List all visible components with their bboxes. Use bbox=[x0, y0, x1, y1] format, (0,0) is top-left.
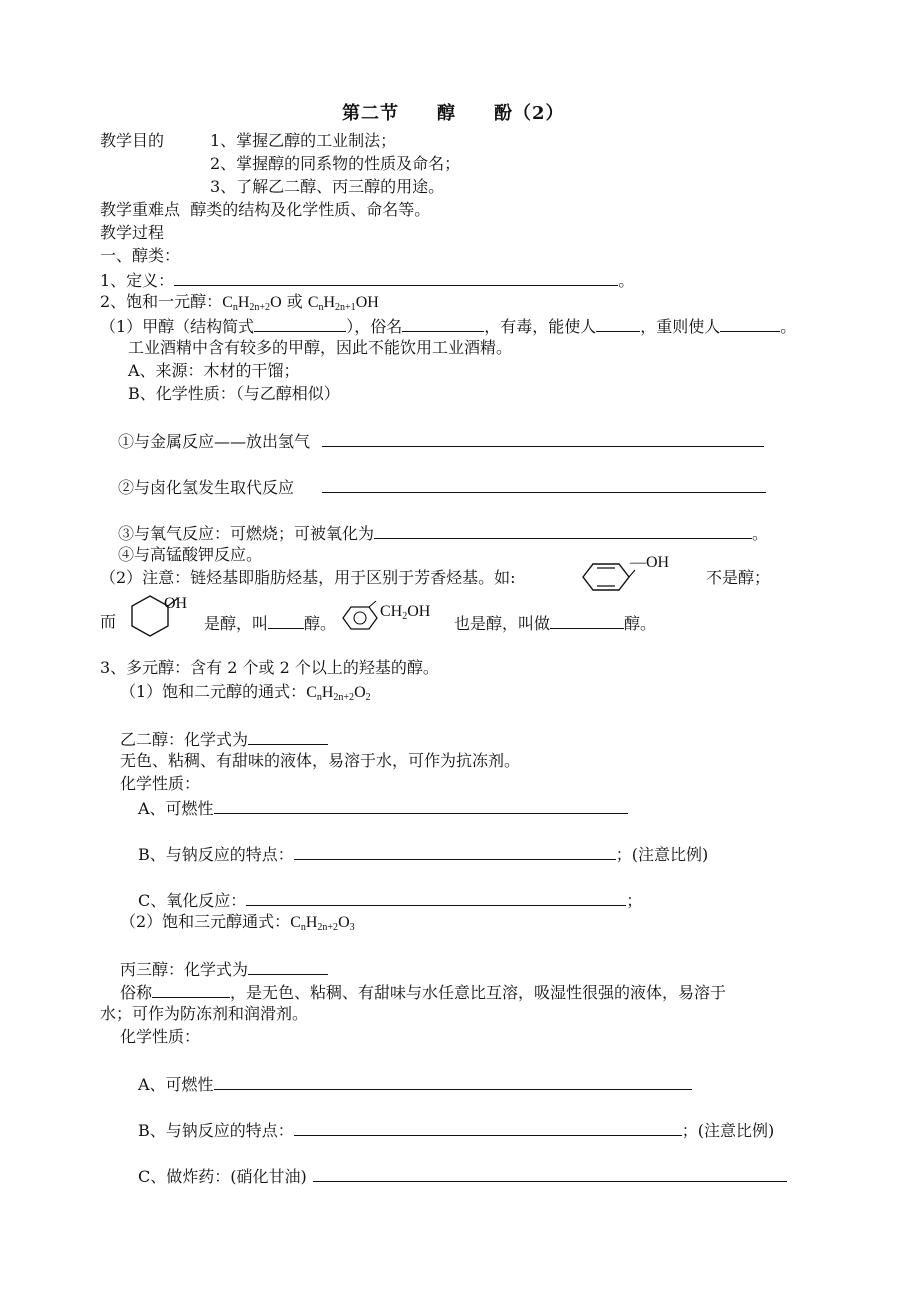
reaction-2 bbox=[118, 475, 766, 499]
glycerol-line bbox=[120, 957, 328, 981]
saturated-mono-label: 2、饱和一元醇： bbox=[100, 292, 223, 311]
glycerol-b-line bbox=[138, 1118, 774, 1142]
glycerol-label: 丙三醇：化学式为 bbox=[120, 960, 249, 979]
reaction-3-end: 。 bbox=[752, 524, 769, 543]
industrial-alcohol-note: 工业酒精中含有较多的甲醇，因此不能饮用工业酒精。 bbox=[128, 338, 513, 357]
methanol-line bbox=[100, 314, 796, 338]
oh-text: OH bbox=[407, 603, 431, 620]
benzyl-ring-icon bbox=[343, 606, 379, 632]
objective-3: 3、了解乙二醇、丙三醇的用途。 bbox=[210, 177, 445, 196]
benzene-ring-icon bbox=[583, 562, 633, 592]
severe-effect-blank[interactable] bbox=[720, 314, 780, 332]
reaction-3-blank[interactable] bbox=[374, 521, 752, 539]
formula-cnh2n2o3: $C_nH_{2n+2}O_3$ bbox=[290, 914, 355, 933]
effect-blank[interactable] bbox=[596, 314, 640, 332]
glycerol-c-line bbox=[138, 1164, 787, 1188]
diol-formula-label: （1）饱和二元醇的通式： bbox=[120, 682, 307, 701]
glycol-b-line bbox=[138, 842, 708, 866]
polyol-heading: 3、多元醇：含有 2 个或 2 个以上的羟基的醇。 bbox=[100, 658, 439, 677]
structure-blank[interactable] bbox=[254, 314, 346, 332]
reaction-1-blank[interactable] bbox=[322, 429, 764, 447]
definition-label: 1、定义： bbox=[100, 271, 175, 290]
glycerol-common-name-label: 俗称 bbox=[120, 983, 153, 1002]
glycol-c-text: C、氧化反应： bbox=[138, 891, 247, 910]
glycerol-b-end: ；(注意比例) bbox=[681, 1121, 775, 1140]
diol-formula-line bbox=[120, 681, 371, 704]
reaction-1 bbox=[118, 429, 764, 453]
formula-cnh2n1oh: $C_nH_{2n+1}OH$ bbox=[307, 294, 379, 313]
note2-text: （2）注意：链烃基即脂肪烃基，用于区别于芳香烃基。如: bbox=[100, 568, 516, 587]
glycol-label: 乙二醇：化学式为 bbox=[120, 730, 249, 749]
methanol-source: A、来源：木材的干馏； bbox=[128, 361, 300, 380]
key-points-text: 醇类的结构及化学性质、命名等。 bbox=[190, 200, 431, 219]
er-text: 而 bbox=[100, 612, 117, 631]
glycerol-a-blank[interactable] bbox=[214, 1072, 692, 1090]
glycol-b-blank[interactable] bbox=[294, 842, 616, 860]
phenol-oh-label: —OH bbox=[630, 554, 670, 571]
glycerol-name-blank[interactable] bbox=[152, 980, 230, 998]
objective-1: 1、掌握乙醇的工业制法； bbox=[210, 131, 397, 150]
common-name-blank[interactable] bbox=[402, 314, 484, 332]
glycerol-chem-label: 化学性质： bbox=[120, 1027, 201, 1046]
reaction-1-text: ①与金属反应——放出氢气 bbox=[118, 432, 311, 451]
definition-line bbox=[100, 268, 634, 292]
formula-cnh2n2o2: $C_nH_{2n+2}O_2$ bbox=[306, 684, 371, 703]
objective-2: 2、掌握醇的同系物的性质及命名； bbox=[210, 154, 461, 173]
methanol-text-1: （1）甲醇（结构简式 bbox=[100, 317, 255, 336]
cyclo-alcohol-blank[interactable] bbox=[268, 611, 304, 629]
page-title: 第二节 醇 酚（2） bbox=[342, 103, 565, 124]
methanol-chem-label: B、化学性质：（与乙醇相似） bbox=[128, 384, 340, 403]
section-1-heading: 一、醇类： bbox=[100, 246, 181, 265]
methanol-text-2: ），俗名 bbox=[346, 317, 403, 336]
glycerol-desc-1 bbox=[120, 980, 726, 1004]
glycerol-formula-blank[interactable] bbox=[248, 957, 328, 975]
glycol-line bbox=[120, 727, 328, 751]
glycol-c-blank[interactable] bbox=[246, 888, 626, 906]
glycol-a-blank[interactable] bbox=[214, 796, 628, 814]
triol-formula-label: （2）饱和三元醇通式： bbox=[120, 912, 291, 931]
cyclo-alcohol-line bbox=[204, 611, 336, 635]
process-label: 教学过程 bbox=[100, 223, 165, 242]
also-alcohol-text: 也是醇，叫做 bbox=[454, 614, 551, 633]
glycol-a-line bbox=[138, 796, 628, 820]
key-points-label: 教学重难点 bbox=[100, 200, 181, 219]
ch2-subscript: 2 bbox=[402, 611, 408, 622]
benzyl-alcohol-line bbox=[454, 611, 656, 635]
reaction-4: ④与高锰酸钾反应。 bbox=[118, 545, 263, 564]
alcohol-word-2: 醇。 bbox=[624, 614, 657, 633]
is-alcohol-text: 是醇，叫 bbox=[204, 614, 269, 633]
reaction-2-blank[interactable] bbox=[322, 475, 766, 493]
formula-cnh2n2o: $C_nH_{2n+2}O$ bbox=[222, 294, 282, 313]
objectives-label: 教学目的 bbox=[100, 131, 165, 150]
glycol-b-text: B、与钠反应的特点： bbox=[138, 845, 294, 864]
ch-text: CH bbox=[380, 603, 403, 620]
glycerol-a-text: A、可燃性 bbox=[138, 1075, 214, 1094]
glycol-b-end: ；(注意比例) bbox=[615, 845, 709, 864]
glycerol-c-text: C、做炸药：(硝化甘油) bbox=[138, 1167, 307, 1186]
glycol-a-text: A、可燃性 bbox=[138, 799, 214, 818]
alcohol-word-1: 醇。 bbox=[304, 614, 337, 633]
not-alcohol-text: 不是醇； bbox=[706, 568, 771, 587]
reaction-2-text: ②与卤化氢发生取代反应 bbox=[118, 478, 295, 497]
definition-blank[interactable] bbox=[174, 268, 618, 286]
glycerol-b-blank[interactable] bbox=[294, 1118, 682, 1136]
definition-end: 。 bbox=[618, 271, 635, 290]
glycol-c-end: ； bbox=[626, 891, 643, 910]
or-word: 或 bbox=[281, 292, 308, 311]
glycerol-desc-text: ，是无色、粘稠、有甜味与水任意比互溶，吸湿性很强的液体，易溶于 bbox=[230, 983, 727, 1002]
methanol-text-4: ，重则使人 bbox=[640, 317, 721, 336]
triol-formula-line bbox=[120, 911, 355, 934]
glycerol-c-blank[interactable] bbox=[313, 1164, 787, 1182]
methanol-text-3: ，有毒，能使人 bbox=[484, 317, 597, 336]
glycol-chem-label: 化学性质： bbox=[120, 774, 201, 793]
glycol-c-line bbox=[138, 888, 642, 912]
saturated-mono-line bbox=[100, 291, 379, 314]
glycerol-a-line bbox=[138, 1072, 692, 1096]
key-points bbox=[100, 199, 430, 221]
glycerol-b-text: B、与钠反应的特点： bbox=[138, 1121, 294, 1140]
glycol-description: 无色、粘稠、有甜味的液体，易溶于水，可作为抗冻剂。 bbox=[120, 751, 521, 770]
benzyl-alcohol-blank[interactable] bbox=[550, 611, 624, 629]
glycerol-desc-2: 水；可作为防冻剂和润滑剂。 bbox=[100, 1004, 309, 1023]
methanol-text-5: 。 bbox=[780, 317, 797, 336]
reaction-3-text: ③与氧气反应：可燃烧；可被氧化为 bbox=[118, 524, 375, 543]
reaction-3 bbox=[118, 521, 768, 545]
glycol-formula-blank[interactable] bbox=[248, 727, 328, 745]
benzyl-ch2oh-label bbox=[380, 601, 430, 623]
cyclohexanol-oh-label: OH bbox=[164, 595, 188, 612]
